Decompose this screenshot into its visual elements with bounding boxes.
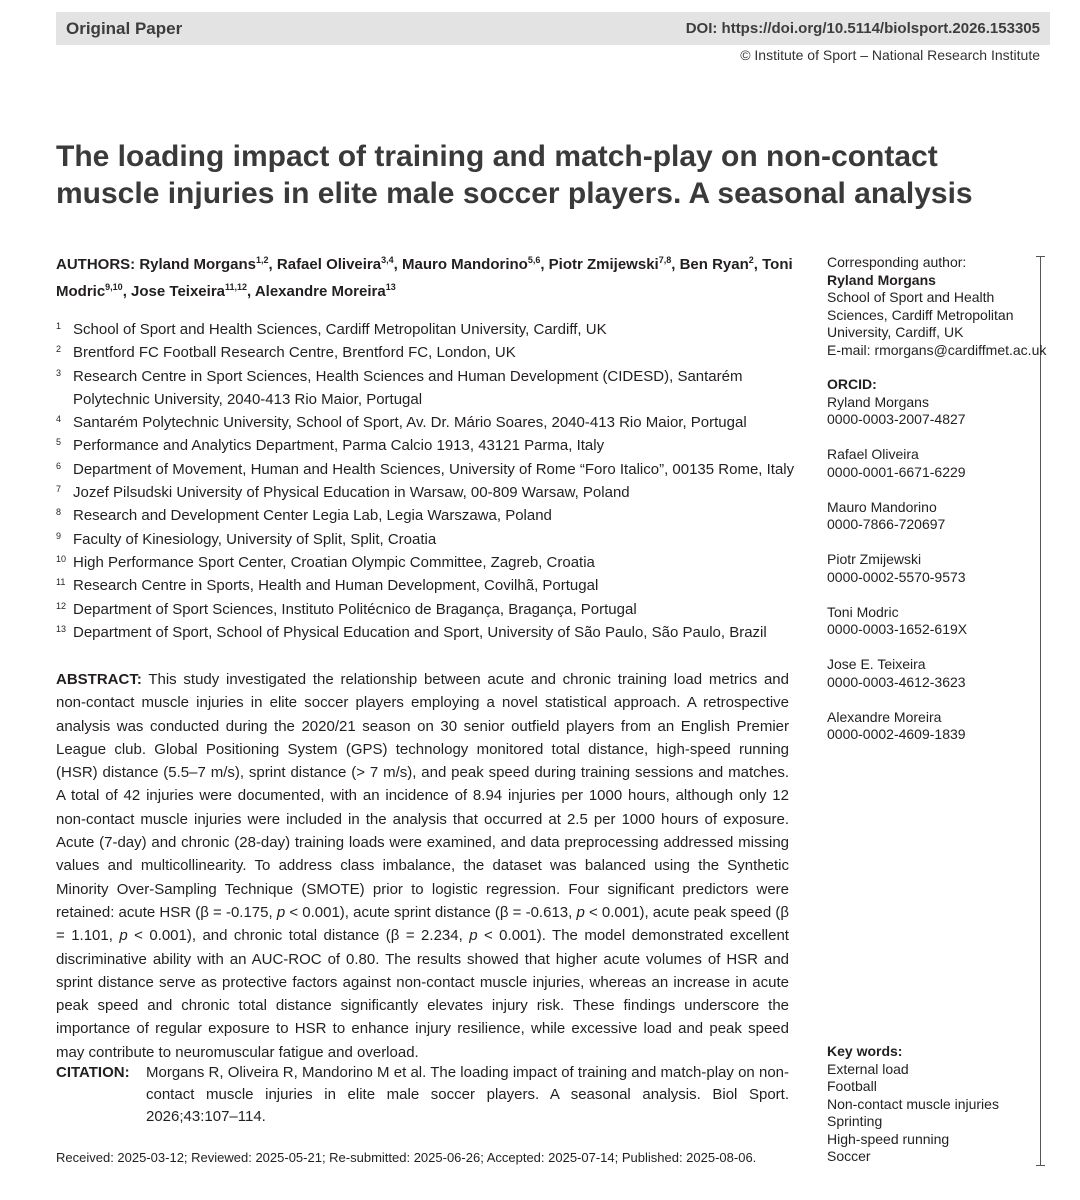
orcid-id[interactable]: 0000-7866-720697 — [827, 516, 946, 532]
author: Ryland Morgans$^{1,2}$, — [139, 255, 273, 273]
email-link[interactable]: E-mail: rmorgans@cardiffmet.ac.uk — [827, 341, 1047, 358]
abstract-label: ABSTRACT: — [56, 671, 142, 688]
orcid-id[interactable]: 0000-0001-6671-6229 — [827, 463, 966, 480]
affiliation: 5 Performance and Analytics Department, Parma Calcio 1913, 43121 Parma, Italy — [56, 437, 605, 455]
authors — [56, 249, 796, 303]
affiliation: 1 School of Sport and Health Sciences, Cardiff Metropolitan University, Cardiff, UK — [56, 321, 607, 338]
abstract: ABSTRACT: This study investigated the relationship between acute and chronic training load metrics and non-contact muscle injuries in elite soccer players employing a novel statistical approach. A retrospective analysis was conducted during the 2020/21 season on 30 senior outfield players from an English Premier League club. Global Positioning System (GPS) technology monitored total distance, high-speed running (HSR) distance (5.5–7 m/s), sprint distance (> 7 m/s), and peak speed during training sessions and matches. A total of 42 injuries were documented, with an incidence of 8.94 injuries per 1000 hours, although only 12 non-contact muscle injuries were included in the analysis that occurred at 2.5 per 1000 hours of exposure. Acute (7-day) and chronic (28-day) training loads were examined, and data preprocessing addressed missing values and multicollinearity. To address class imbalance, the dataset was balanced using the Synthetic Minority Over-Sampling Technique (SMOTE) prior to logistic regression. Four significant predictors were retained: acute HSR (β = -0.175, p < 0.001), acute sprint distance (β = -0.613, p < 0.001), acute peak speed (β = 1.101, p < 0.001), and chronic total distance (β = 2.234, p < 0.001). The model demonstrated excellent discriminative ability with an AUC-ROC of 0.80. The results showed that higher acute volumes of HSR and sprint distance serve as protective factors against non-contact muscle injuries, whereas an increase in acute peak speed and chronic total distance significantly elevates injury risk. These findings underscore the importance of regular exposure to HSR to enhance injury resilience, while excessive load and peak speed may contribute to neuromuscular fatigue and overload. — [56, 671, 789, 1061]
keyword: Soccer — [827, 1148, 871, 1164]
citation-label: CITATION: — [56, 1064, 130, 1081]
affiliation: 13 Department of Sport, School of Physical Education and Sport, University of São Paulo, São Paulo, Brazil — [56, 623, 767, 641]
keyword: High-speed running — [827, 1130, 950, 1147]
keyword: Football — [827, 1078, 877, 1094]
affiliation: 11 Research Centre in Sports, Health and Human Development, Covilhã, Portugal — [56, 577, 599, 595]
orcid-id[interactable]: 0000-0003-4612-3623 — [827, 673, 966, 690]
keyword: Sprinting — [827, 1113, 883, 1129]
sidebar-rule-cap — [1036, 1165, 1045, 1166]
affiliation: 4 Santarém Polytechnic University, School of Sport, Av. Dr. Mário Soares, 2040-413 Rio Maior, Portugal — [56, 414, 747, 432]
affiliation: 3 Research Centre in Sport Sciences, Health Sciences and Human Development (CIDESD), Santarém Polytechnic University, 2040-413 Rio Maior, Portugal — [56, 367, 743, 408]
paper-title: The loading impact of training and match-play on non-contact muscle injuries in elite male soccer players. A seasonal analysis — [56, 140, 973, 210]
orcid-id[interactable]: 0000-0003-2007-4827 — [827, 411, 966, 427]
keywords: Key words: External load Football Non-contact muscle injuries Sprinting High-speed running Soccer — [827, 1043, 999, 1164]
affiliation: 8 Research and Development Center Legia Lab, Legia Warszawa, Poland — [56, 507, 552, 525]
keyword: External load — [827, 1060, 909, 1077]
author: Mauro Mandorino$^{5,6}$, — [401, 255, 545, 273]
doi-link[interactable]: DOI: https://doi.org/10.5114/biolsport.2026.153305 — [685, 20, 1040, 37]
sidebar-rule — [1040, 256, 1041, 1166]
author: Alexandre Moreira$^{13}$ — [254, 282, 396, 300]
author: Piotr Zmijewski$^{7,8}$, — [548, 255, 676, 273]
affiliation: 10 High Performance Sport Center, Croatian Olympic Committee, Zagreb, Croatia — [56, 553, 595, 571]
author: Toni Modric$^{9,10}$, — [56, 256, 793, 300]
citation — [56, 1062, 789, 1128]
authors-label: AUTHORS: — [56, 256, 136, 273]
affiliations — [56, 318, 796, 644]
orcid-list: ORCID: Ryland Morgans 0000-0003-2007-4827 Rafael Oliveira 0000-0001-6671-6229 Mauro Mandorino 0000-7866-720697 Piotr Zmijewski 0000-0002-5570-9573 Toni Modric 0000-0003-1652-619X Jose E. Teixeira 0000-0003-4612-3623 Alexandre Moreira 0000-0002-4609-1839 — [827, 376, 968, 742]
affiliation: 12 Department of Sport Sciences, Instituto Politécnico de Bragança, Bragança, Portugal — [56, 600, 637, 618]
publication-dates: Received: 2025-03-12; Reviewed: 2025-05-21; Re-submitted: 2025-06-26; Accepted: 2025-07-14; Published: 2025-08-06. — [56, 1150, 757, 1165]
header-bar — [56, 12, 1050, 45]
orcid-id[interactable]: 0000-0003-1652-619X — [827, 621, 968, 637]
author: Ben Ryan$^2$, — [679, 255, 758, 273]
keyword: Non-contact muscle injuries — [827, 1095, 999, 1112]
article-type: Original Paper — [66, 19, 183, 38]
affiliation: 6 Department of Movement, Human and Health Sciences, University of Rome “Foro Italico”, 00135 Rome, Italy — [56, 460, 795, 478]
author: Rafael Oliveira$^{3,4}$, — [276, 255, 398, 273]
orcid-id[interactable]: 0000-0002-4609-1839 — [827, 726, 966, 742]
corresponding-author: Corresponding author: Ryland Morgans School of Sport and Health Sciences, Cardiff Metropolitan University, Cardiff, UK E-mail: rmorgans@cardiffmet.ac.uk — [827, 254, 1047, 358]
citation-text: Morgans R, Oliveira R, Mandorino M et al. The loading impact of training and match-play on non-contact muscle injuries in elite male soccer players. A seasonal analysis. Biol Sport. 2026;43:107–114. — [146, 1064, 789, 1125]
affiliation: 9 Faculty of Kinesiology, University of Split, Split, Croatia — [56, 530, 437, 548]
affiliation: 7 Jozef Pilsudski University of Physical Education in Warsaw, 00-809 Warsaw, Poland — [56, 484, 630, 502]
affiliation: 2 Brentford FC Football Research Centre, Brentford FC, London, UK — [56, 344, 516, 362]
orcid-id[interactable]: 0000-0002-5570-9573 — [827, 568, 966, 585]
copyright: © Institute of Sport – National Research Institute — [740, 47, 1040, 63]
author: Jose Teixeira$^{11,12}$, — [131, 282, 252, 300]
